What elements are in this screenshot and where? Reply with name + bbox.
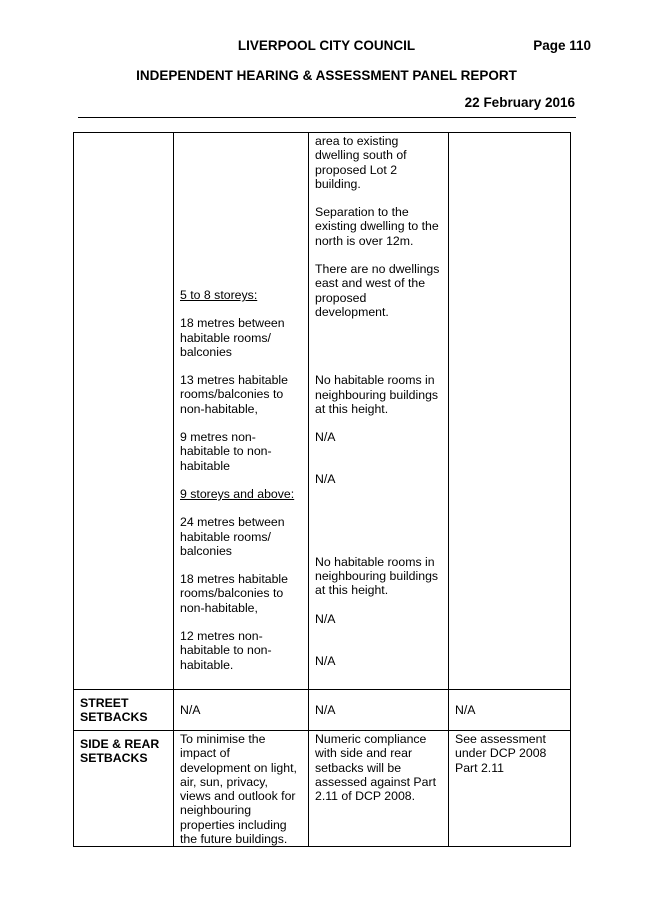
compliance-cell (449, 690, 571, 731)
table-row-street-setbacks (74, 690, 571, 731)
council-name: LIVERPOOL CITY COUNCIL (237, 38, 416, 53)
street-setbacks-compliance: N/A (455, 703, 476, 717)
compliance-cell (449, 731, 571, 847)
row-label-cell (74, 731, 174, 847)
proposal-text: N/A (315, 611, 336, 626)
control-item: 18 metres habitable rooms/balconies to non-habitable, (180, 572, 289, 615)
table-row-separation-continued (74, 133, 571, 690)
label-cell-empty (74, 133, 174, 690)
street-setbacks-control: N/A (180, 703, 201, 717)
proposal-text: No habitable rooms in neighbouring buildings at this height. (315, 554, 439, 598)
control-item: 24 metres between habitable rooms/ balconies (180, 515, 285, 558)
side-rear-setbacks-control: To minimise the impact of development on light, air, sun, privacy, views and outlook for neighbouring properties including the future buildings. (180, 732, 297, 847)
street-setbacks-proposal: N/A (315, 703, 336, 717)
proposal-text: No habitable rooms in neighbouring buildings at this height. (315, 373, 439, 416)
report-date: 22 February 2016 (464, 95, 575, 110)
report-title: INDEPENDENT HEARING & ASSESSMENT PANEL REPORT (136, 68, 517, 83)
side-rear-setbacks-compliance: See assessment under DCP 2008 Part 2.11 (455, 732, 547, 775)
side-rear-setbacks-proposal: Numeric compliance with side and rear setbacks will be assessed against Part 2.11 of DCP 2008. (315, 732, 436, 804)
control-item: 18 metres between habitable rooms/ balconies (180, 316, 285, 359)
proposal-text: There are no dwellings east and west of the proposed development. (315, 262, 440, 319)
control-item: 13 metres habitable rooms/balconies to non-habitable, (180, 373, 289, 416)
proposal-text: N/A (315, 430, 336, 445)
control-cell (174, 133, 309, 690)
control-cell (174, 731, 309, 847)
proposal-text: N/A (315, 472, 336, 487)
heading-9-storeys-above: 9 storeys and above: (180, 486, 295, 501)
compliance-cell-empty (449, 133, 571, 690)
page-number: Page 110 (533, 38, 591, 53)
proposal-text: area to existing dwelling south of proposed Lot 2 building. (315, 134, 407, 191)
side-rear-setbacks-label: SIDE & REAR SETBACKS (80, 737, 160, 766)
proposal-cell (309, 690, 449, 731)
proposal-text: N/A (315, 653, 336, 668)
control-cell (174, 690, 309, 731)
row-label-cell (74, 690, 174, 731)
assessment-table (73, 132, 571, 847)
heading-5-to-8-storeys: 5 to 8 storeys: (180, 288, 258, 302)
control-item: 12 metres non-habitable to non-habitable. (180, 629, 272, 672)
street-setbacks-label: STREET SETBACKS (80, 696, 148, 725)
header-divider (78, 117, 576, 118)
table-row-side-rear-setbacks (74, 731, 571, 847)
proposal-cell (309, 731, 449, 847)
proposal-text: Separation to the existing dwelling to the north is over 12m. (315, 205, 439, 248)
proposal-cell (309, 133, 449, 690)
control-item: 9 metres non-habitable to non-habitable (180, 430, 272, 473)
